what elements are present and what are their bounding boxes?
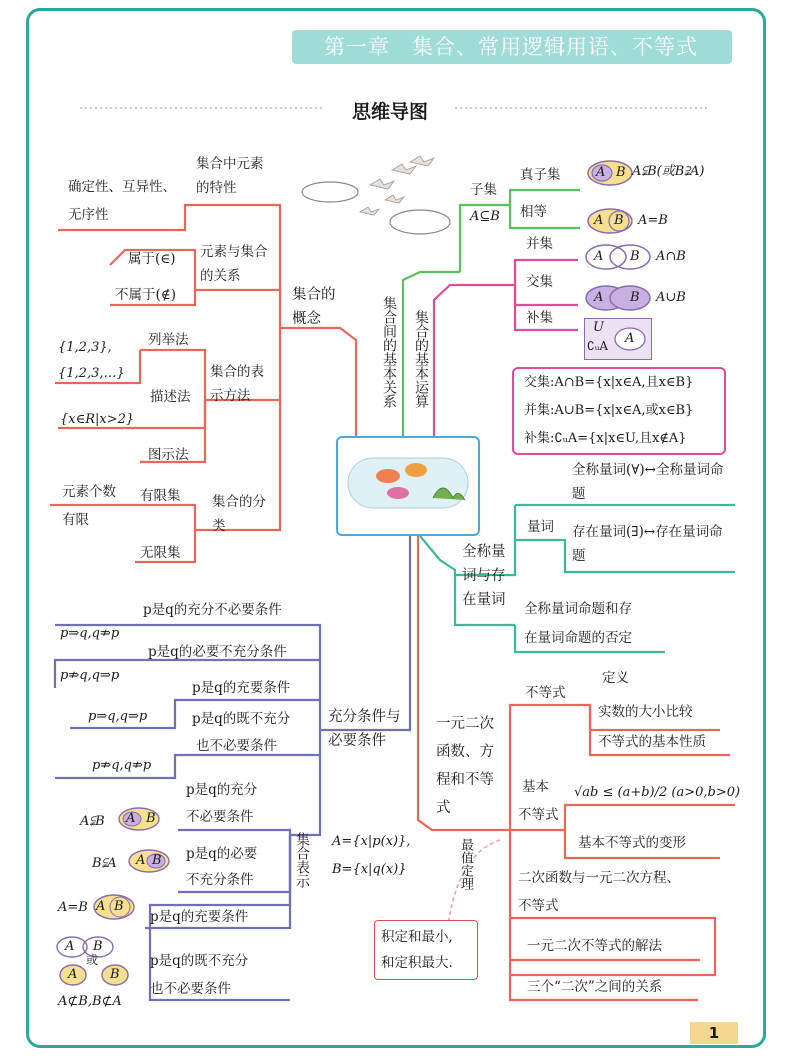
venn-letter-b: B: [614, 213, 624, 228]
subset-symbol: A⊆B: [470, 209, 500, 224]
venn-letter-a: A: [65, 939, 75, 954]
venn-letter-b: B: [114, 899, 124, 914]
quantifier-branch: 全称量词与存在量词: [462, 544, 506, 608]
condition-branch: 充分条件与必要条件: [328, 709, 401, 749]
set-def-a: A={x|p(x)},: [332, 834, 411, 849]
set-case-1-line-2: 不必要条件: [186, 809, 254, 825]
set-case-3: p是q的充要条件: [150, 909, 249, 925]
condition-4-line-1: p是q的既不充分: [192, 711, 291, 727]
condition-4-symbol: p⇏q,q⇏p: [92, 758, 152, 773]
venn-case-3: [92, 893, 136, 925]
basic-inequality-variant: 基本不等式的变形: [578, 835, 686, 851]
venn-letter-a: A: [594, 290, 604, 305]
quad-branch-line-3: 程和不等: [436, 772, 494, 788]
basic-inequality-formula: √ab ≤ (a+b)/2 (a>0,b>0): [574, 785, 741, 800]
quad-branch-line-4: 式: [436, 800, 451, 816]
universal-set-label: U: [593, 320, 604, 335]
venn-letter-a: A: [596, 165, 606, 180]
set-case-4-line-2: 也不必要条件: [150, 981, 231, 997]
venn-letter-b: B: [146, 811, 156, 826]
set-case-1-line-1: p是q的充分: [186, 782, 258, 798]
negation-line-1: 全称量词命题和存: [524, 601, 632, 617]
venn-letter-b: B: [93, 939, 103, 954]
description-method: 描述法: [150, 389, 191, 405]
set-classification: 集合的分类: [212, 494, 266, 534]
quad-branch-line-1: 一元二次: [436, 716, 494, 732]
enum-example-1: {1,2,3},: [58, 340, 112, 355]
condition-4-line-2: 也不必要条件: [196, 738, 277, 754]
finite-set: 有限集: [140, 488, 181, 504]
union-text: A∩B: [656, 249, 686, 264]
equal-text: A=B: [638, 213, 668, 228]
venn-proper-subset: [586, 158, 636, 192]
quad-solution: 一元二次不等式的解法: [527, 938, 662, 954]
basic-operation-label: 集合的基本运算: [413, 310, 429, 408]
set-operation-definitions: [512, 367, 726, 455]
complement-label: 补集: [526, 310, 553, 326]
belong-label: 属于(∈): [128, 251, 176, 267]
or-label: 或: [86, 953, 99, 967]
venn-letter-a: A: [96, 899, 106, 914]
venn-case-4b: [58, 962, 132, 992]
extreme-line-2: 和定积最大.: [381, 955, 453, 971]
set-case-4-symbol: A⊄B,B⊄A: [58, 994, 122, 1009]
set-representation-label: 集合表示: [294, 832, 310, 888]
enum-example-2: {1,2,3,…}: [58, 366, 125, 381]
set-case-4-line-1: p是q的既不充分: [150, 953, 249, 969]
three-quadratic-relation: 三个“二次”之间的关系: [527, 979, 663, 995]
set-def-b: B={x|q(x)}: [332, 862, 407, 877]
condition-3: p是q的充要条件: [192, 680, 291, 696]
quantifier-label: 量词: [527, 519, 554, 535]
venn-complement: [584, 318, 652, 360]
page-number: 1: [690, 1022, 738, 1044]
equal-label: 相等: [520, 204, 547, 220]
inequality-label: 不等式: [525, 685, 566, 701]
condition-3-symbol: p⇒q,q⇒p: [88, 709, 148, 724]
elements-properties: 集合中元素的特性: [196, 156, 264, 196]
basic-relation-label: 集合间的基本关系: [381, 296, 397, 408]
venn-letter-a: A: [594, 213, 604, 228]
extreme-line-1: 积定和最小,: [381, 929, 453, 945]
properties-detail-1: 确定性、互异性、: [68, 179, 176, 195]
intersection-text: A∪B: [656, 290, 686, 305]
max-value-theorem: 最值定理: [458, 838, 473, 890]
subset-label: 子集: [470, 182, 497, 198]
venn-letter-b: B: [616, 165, 626, 180]
quad-relation-line-1: 二次函数与一元二次方程、: [518, 870, 680, 886]
proper-subset-label: 真子集: [520, 167, 561, 183]
basic-inequality-line-2: 不等式: [518, 807, 559, 823]
graph-method: 图示法: [148, 447, 189, 463]
condition-2-symbol: p⇏q,q⇒p: [60, 668, 120, 683]
venn-letter-b: B: [110, 967, 120, 982]
venn-letter-a: A: [126, 811, 136, 826]
proper-subset-text: A⫋B(或B⫌A): [632, 164, 705, 179]
representation-method: 集合的表示方法: [210, 364, 264, 404]
union-label: 并集: [526, 236, 553, 252]
venn-letter-a: A: [68, 967, 78, 982]
quad-relation-line-2: 不等式: [518, 898, 559, 914]
finite-detail-1: 元素个数: [62, 484, 116, 500]
real-number-compare: 实数的大小比较: [598, 704, 693, 720]
venn-letter-b: B: [630, 290, 640, 305]
venn-intersection: [584, 243, 654, 275]
complement-symbol: ∁ᵤA: [587, 339, 609, 353]
set-case-2-symbol: B⫋A: [92, 856, 117, 871]
fish-illustration: [338, 438, 478, 534]
condition-1-symbol: p⇒q,q⇏p: [60, 626, 120, 641]
quad-branch-line-2: 函数、方: [436, 744, 494, 760]
venn-equal: [586, 206, 636, 240]
venn-letter-a: A: [594, 249, 604, 264]
condition-2: p是q的必要不充分条件: [148, 644, 287, 660]
inequality-properties: 不等式的基本性质: [598, 734, 706, 750]
chapter-title: 第一章 集合、常用逻辑用语、不等式: [292, 30, 732, 64]
set-case-1-symbol: A⫋B: [80, 814, 105, 829]
definition-label: 定义: [602, 670, 629, 686]
enumeration-method: 列举法: [148, 332, 189, 348]
venn-letter-b: B: [630, 249, 640, 264]
venn-letter-a: A: [625, 331, 635, 346]
section-title: 思维导图: [351, 101, 428, 123]
infinite-set: 无限集: [140, 545, 181, 561]
extreme-value-box: [374, 920, 478, 980]
def-union: 并集:A∪B={x|x∈A,或x∈B}: [524, 403, 694, 418]
universal-quantifier: 全称量词(∀)↔全称量词命题: [572, 462, 724, 502]
negation-line-2: 在量词命题的否定: [524, 630, 632, 646]
basic-inequality-line-1: 基本: [522, 779, 549, 795]
set-case-2-line-1: p是q的必要: [186, 846, 258, 862]
venn-union: [584, 284, 654, 316]
existential-quantifier: 存在量词(∃)↔存在量词命题: [572, 524, 723, 564]
set-case-3-symbol: A=B: [58, 900, 88, 915]
finite-detail-2: 有限: [62, 512, 89, 528]
concept-branch: 集合的概念: [292, 287, 336, 327]
properties-detail-2: 无序性: [68, 207, 109, 223]
venn-case-1: [117, 806, 161, 836]
def-intersection: 交集:A∩B={x|x∈A,且x∈B}: [524, 375, 694, 390]
set-case-2-line-2: 不充分条件: [186, 872, 254, 888]
condition-1: p是q的充分不必要条件: [143, 602, 282, 618]
intersection-label: 交集: [526, 274, 553, 290]
element-set-relation: 元素与集合的关系: [200, 244, 268, 284]
venn-case-2: [127, 848, 171, 878]
center-illustration: [336, 436, 480, 536]
venn-letter-a: A: [136, 853, 146, 868]
not-belong-label: 不属于(∉): [115, 287, 177, 303]
venn-letter-b: B: [152, 853, 162, 868]
def-complement: 补集:∁ᵤA={x|x∈U,且x∉A}: [524, 431, 687, 446]
description-example: {x∈R|x>2}: [60, 412, 135, 427]
